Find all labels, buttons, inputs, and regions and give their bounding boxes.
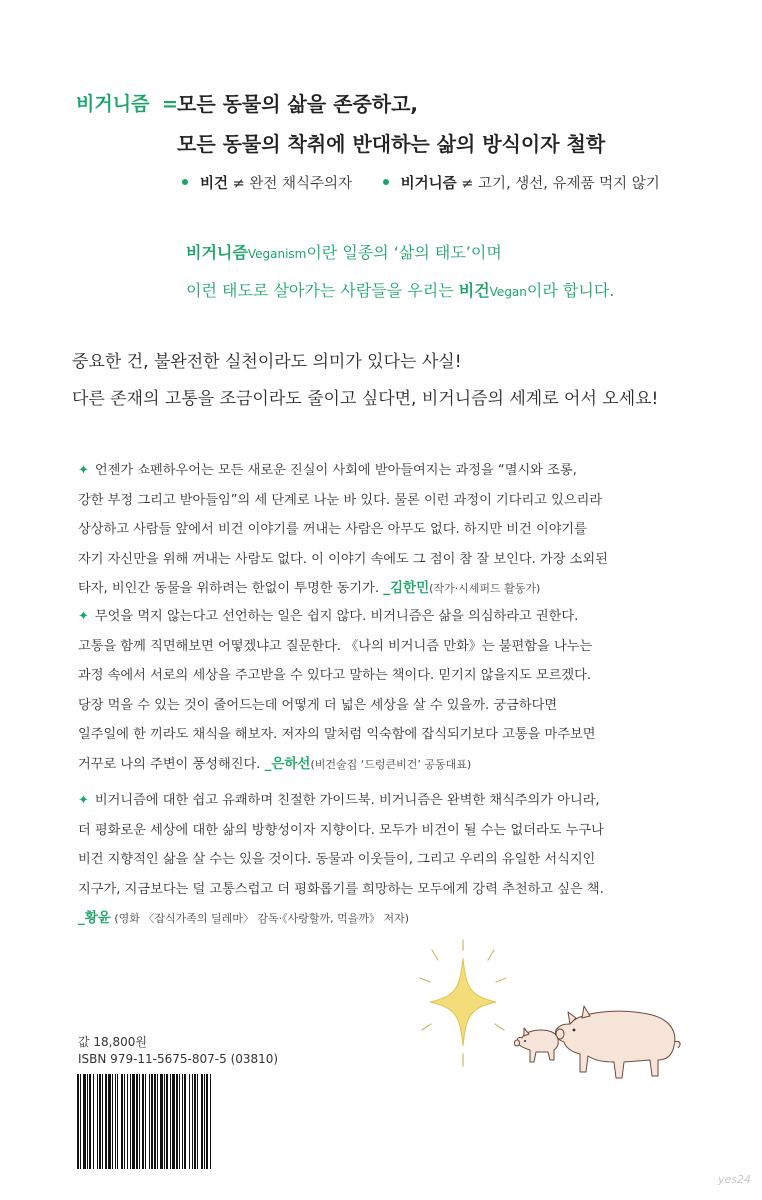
review-author: _황윤 — [78, 910, 111, 926]
review-line: 자기 자신만을 위해 꺼내는 사람도 없다. 이 이야기 속에도 그 점이 참 잘 보인다. 가장 소외된 — [78, 551, 608, 567]
bullet-term: 비거니즘 — [400, 176, 457, 192]
barcode-icon — [77, 1074, 249, 1169]
key-message-line-1: 중요한 건, 불완전한 실천이라도 의미가 있다는 사실! — [72, 352, 462, 372]
veganism-text: 이란 일종의 ‘삶의 태도’이며 — [306, 243, 502, 262]
review-line: 더 평화로운 세상에 대한 삶의 방향성이자 지향이다. 모두가 비건이 될 수는 없더라도 누구나 — [78, 822, 604, 838]
bullet-dot-icon — [182, 179, 188, 185]
bullet-rest: ≠ 완전 채식주의자 — [232, 176, 353, 192]
review-line: 지구가, 지금보다는 덜 고통스럽고 더 평화롭기를 희망하는 모두에게 강력 추천하고 싶은 책. — [78, 881, 604, 897]
review-author-note: (영화 〈잡식가족의 딜레마〉 감독·《사랑할까, 먹을까》 저자) — [110, 912, 410, 925]
watermark: yes24 — [718, 1173, 752, 1186]
isbn-label: ISBN 979-11-5675-807-5 (03810) — [78, 1052, 279, 1066]
review-text: 타자, 비인간 동물을 위하려는 한없이 투명한 동기가. — [78, 581, 384, 596]
review-text: 언젠가 쇼펜하우어는 모든 새로운 진실이 사회에 받아들여지는 과정을 “멸시와 조롱, — [94, 463, 577, 478]
review-author-note: (비건술집 ‘드렁큰비건’ 공동대표) — [310, 757, 472, 771]
star-icon: ✦ — [78, 609, 89, 624]
review-1 — [78, 456, 710, 604]
key-message-line-2: 다른 존재의 고통을 조금이라도 줄이고 싶다면, 비거니즘의 세계로 어서 오세요! — [72, 389, 659, 409]
veganism-english: Veganism — [247, 247, 307, 261]
review-line — [78, 574, 710, 604]
review-line — [78, 786, 710, 816]
veganism-term: 비거니즘 — [186, 243, 248, 262]
review-2 — [78, 602, 710, 779]
review-line: 강한 부정 그리고 받아들임”의 세 단계로 나눈 바 있다. 물론 이런 과정이 기다리고 있으리라 — [78, 492, 603, 508]
bullet-term: 비건 — [200, 176, 229, 192]
review-author: _김한민 — [383, 580, 430, 596]
review-text: 무엇을 먹지 않는다고 선언하는 일은 쉽지 않다. 비거니즘은 삶을 의심하라고 권한다. — [94, 609, 579, 624]
veganism-line-1 — [186, 240, 502, 263]
bullet-dot-icon — [383, 179, 389, 185]
pigs-illustration-icon — [508, 984, 688, 1084]
review-line: 고통을 함께 직면해보면 어떻겠냐고 질문한다. 《나의 비거니즘 만화》는 불편함을 나누는 — [78, 638, 593, 654]
bullet-rest: ≠ 고기, 생선, 유제품 먹지 않기 — [461, 176, 660, 192]
veganism-text: 이런 태도로 살아가는 사람들을 우리는 — [186, 281, 459, 300]
star-icon: ✦ — [78, 793, 89, 808]
sparkle-illustration-icon — [418, 938, 508, 1068]
review-line — [78, 904, 710, 934]
bullet-item — [383, 176, 660, 192]
review-line — [78, 456, 710, 486]
review-line: 비건 지향적인 삶을 살 수는 있을 것이다. 동물과 이웃들이, 그리고 우리의 유일한 서식지인 — [78, 852, 596, 867]
veganism-line-2 — [186, 278, 614, 301]
definition-term — [76, 89, 178, 116]
definition-line-1: 모든 동물의 삶을 존중하고, — [177, 92, 419, 116]
review-line — [78, 750, 710, 780]
review-line: 당장 먹을 수 있는 것이 줄어드는데 어떻게 더 넓은 세상을 살 수 있을까. 궁금하다면 — [78, 697, 558, 713]
vegan-term: 비건 — [458, 281, 490, 300]
review-text: 거꾸로 나의 주변이 풍성해진다. — [78, 756, 265, 772]
bullet-item — [182, 176, 357, 192]
veganism-text: 이라 합니다. — [526, 281, 615, 300]
review-text: 비거니즘에 대한 쉽고 유쾌하며 친절한 가이드북. 비거니즘은 완벽한 채식주의가 아니라, — [94, 793, 600, 808]
vegan-english: Vegan — [489, 285, 527, 299]
review-line — [78, 602, 710, 632]
review-line: 상상하고 사람들 앞에서 비건 이야기를 꺼내는 사람은 아무도 없다. 하지만 비건 이야기를 — [78, 522, 587, 537]
review-line: 일주일에 한 끼라도 채식을 해보자. 저자의 말처럼 익숙함에 잡식되기보다 고통을 마주보면 — [78, 727, 596, 742]
definition-line-2: 모든 동물의 착취에 반대하는 삶의 방식이자 철학 — [177, 132, 606, 156]
review-3 — [78, 786, 710, 934]
definition-equals: = — [162, 93, 178, 115]
review-author: _은하선 — [264, 755, 311, 772]
bullet-list — [182, 172, 660, 193]
definition-term-text: 비거니즘 — [76, 93, 150, 115]
star-icon: ✦ — [78, 463, 89, 478]
price-label: 값 18,800원 — [78, 1035, 147, 1049]
review-author-note: (작가·시셰퍼드 활동가) — [429, 582, 541, 595]
review-line: 과정 속에서 서로의 세상을 주고받을 수 있다고 말하는 책이다. 믿기지 않을지도 모르겠다. — [78, 668, 592, 683]
